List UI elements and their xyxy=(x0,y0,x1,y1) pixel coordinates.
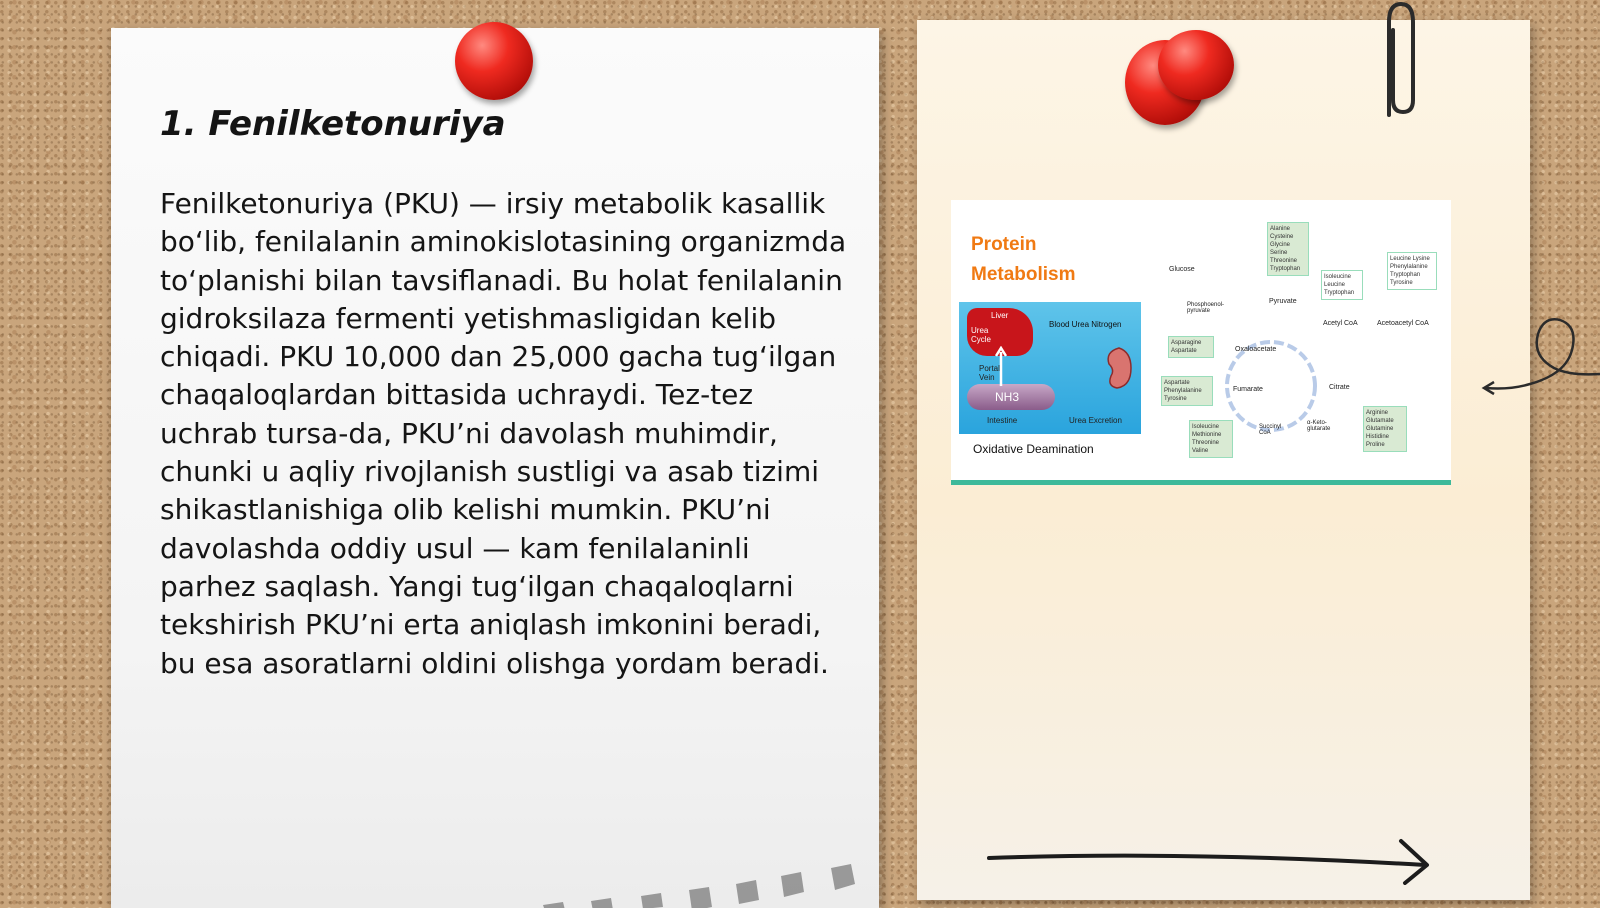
liver-label: Liver xyxy=(991,311,1009,320)
figure-title: Protein Metabolism xyxy=(971,234,1076,285)
amino-box: Leucine Lysine Phenylalanine Tryptophan Tyrosine xyxy=(1387,252,1437,290)
portal-vein-label: Portal Vein xyxy=(979,364,1000,382)
arrow-up-icon xyxy=(995,346,1007,386)
urea-excretion-label: Urea Excretion xyxy=(1069,416,1122,425)
pep-label: Phosphoenol-pyruvate xyxy=(1187,302,1225,314)
deamination-panel xyxy=(959,302,1141,434)
amino-box: Arginine Glutamate Glutamine Histidine Proline xyxy=(1363,406,1407,452)
amino-box: Isoleucine Leucine Tryptophan xyxy=(1321,270,1363,300)
glucose-label: Glucose xyxy=(1169,266,1195,273)
fumarate-label: Fumarate xyxy=(1233,386,1263,393)
push-pin-icon xyxy=(455,22,533,100)
kidney-icon xyxy=(1101,346,1133,390)
oxaloacetate-label: Oxaloacetate xyxy=(1235,346,1277,353)
alpha-kg-label: α-Keto-glutarate xyxy=(1307,420,1331,432)
paperclip-icon xyxy=(1375,0,1425,125)
amino-box: Aspartate Phenylalanine Tyrosine xyxy=(1161,376,1213,406)
citrate-label: Citrate xyxy=(1329,384,1350,391)
amino-box: Asparagine Aspartate xyxy=(1168,336,1214,358)
pyruvate-label: Pyruvate xyxy=(1269,298,1297,305)
protein-metabolism-figure xyxy=(951,200,1451,485)
blood-urea-label: Blood Urea Nitrogen xyxy=(1049,320,1122,329)
urea-cycle-label: Urea Cycle xyxy=(971,326,992,344)
arrow-right-icon xyxy=(985,825,1445,885)
body-paragraph: Fenilketonuriya (PKU) — irsiy metabolik kasallik bo‘lib, fenilalanin aminokislotasining organizmda to‘planishi bilan tavsiflanadi. Bu holat fenilalanin gidroksilaza fermenti yetishmasligidan kelib chiqadi. PKU 10,000 dan 25,000 gacha tug‘ilgan chaqaloqlardan bittasida uchraydi. Tez-tez uchrab tursa-da, PKU’ni davolash muhimdir, chunki u aqliy rivojlanish sustligi va asab tizimi shikastlanishiga olib kelishi mumkin. PKU’ni davolashda oddiy usul — kam fenilalaninli parhez saqlash. Yangi tug‘ilgan chaqaloqlarni tekshirish PKU’ni erta aniqlash imkonini beradi, bu esa asoratlarni oldini olishga yordam beradi. xyxy=(160,187,847,680)
section-heading: 1. Fenilketonuriya xyxy=(160,104,506,144)
figure-caption: Oxidative Deamination xyxy=(973,442,1094,456)
squiggle-arrow-icon xyxy=(1480,310,1600,410)
succinyl-coa-label: Succinyl CoA xyxy=(1259,424,1282,436)
amino-box: Alanine Cysteine Glycine Serine Threonine Tryptophan xyxy=(1267,222,1309,276)
acetyl-coa-label: Acetyl CoA xyxy=(1323,320,1358,327)
nh3-label: NH3 xyxy=(995,390,1020,404)
intestine-label: Intestine xyxy=(987,416,1018,425)
acetoacetyl-coa-label: Acetoacetyl CoA xyxy=(1377,320,1429,327)
push-pin-icon xyxy=(1158,30,1234,100)
torn-edge xyxy=(311,798,881,908)
amino-box: Isoleucine Methionine Threonine Valine xyxy=(1189,420,1233,458)
